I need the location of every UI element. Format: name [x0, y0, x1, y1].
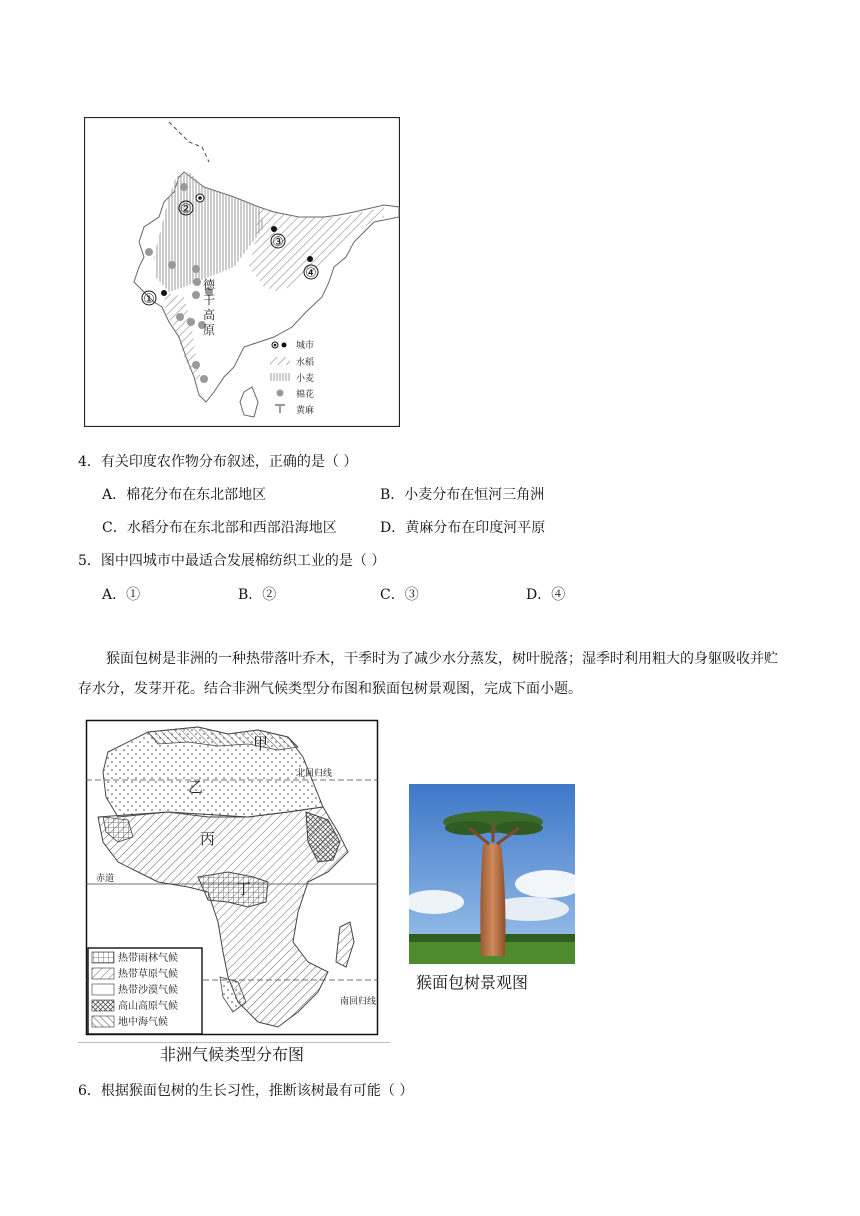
- legend-wheat: 小麦: [296, 374, 315, 384]
- svg-text:德: 德: [202, 278, 216, 292]
- legend-rainforest: 热带雨林气候: [118, 953, 178, 964]
- india-map-svg: [84, 117, 400, 427]
- africa-map-svg: [78, 712, 392, 1044]
- q5-option-c[interactable]: C．③: [380, 587, 419, 603]
- legend-cotton: 棉花: [296, 390, 315, 400]
- q4-option-c[interactable]: C．水稻分布在东北部和西部沿海地区: [102, 520, 337, 536]
- q5-option-b[interactable]: B．②: [238, 587, 277, 603]
- marker-4: ④: [305, 266, 317, 281]
- marker-3: ③: [272, 235, 284, 250]
- legend-mediterranean: 地中海气候: [118, 1017, 168, 1028]
- label-jia: 甲: [253, 734, 269, 752]
- africa-climate-map: [78, 712, 392, 1044]
- label-equator: 赤道: [96, 874, 115, 884]
- svg-text:高: 高: [202, 308, 216, 322]
- legend-jute: 黄麻: [296, 406, 315, 416]
- label-tropic-south: 南回归线: [340, 997, 377, 1007]
- q4-option-d[interactable]: D．黄麻分布在印度河平原: [380, 520, 546, 536]
- question-4-stem: 4．有关印度农作物分布叙述，正确的是（ ）: [78, 454, 358, 470]
- question-6-stem: 6．根据猴面包树的生长习性，推断该树最有可能（ ）: [78, 1083, 414, 1099]
- baobab-photo-svg: [409, 784, 575, 964]
- india-agriculture-map: [84, 117, 400, 427]
- marker-1: ①: [143, 292, 155, 307]
- legend-desert: 热带沙漠气候: [118, 985, 178, 996]
- svg-text:干: 干: [202, 293, 216, 307]
- africa-map-caption: 非洲气候类型分布图: [160, 1045, 305, 1064]
- marker-2: ②: [180, 202, 192, 217]
- africa-legend: [92, 951, 178, 1028]
- legend-rice: 水稻: [296, 358, 315, 368]
- q5-option-d[interactable]: D．④: [526, 587, 566, 603]
- label-bing: 丙: [200, 830, 216, 848]
- q4-option-b[interactable]: B．小麦分布在恒河三角洲: [380, 487, 545, 503]
- baobab-photo: [409, 784, 575, 964]
- legend-highland: 高山高原气候: [118, 1001, 178, 1012]
- label-ding: 丁: [236, 880, 252, 898]
- baobab-photo-caption: 猴面包树景观图: [416, 973, 529, 992]
- svg-text:原: 原: [202, 323, 216, 337]
- plateau-label: [203, 278, 216, 337]
- label-yi: 乙: [188, 778, 204, 796]
- legend-savanna: 热带草原气候: [118, 969, 178, 980]
- baobab-passage: 猴面包树是非洲的一种热带落叶乔木，干季时为了减少水分蒸发，树叶脱落；湿季时利用粗大的身躯吸收并贮存水分，发芽开花。结合非洲气候类型分布图和猴面包树景观图，完成下面小题。: [78, 651, 778, 697]
- label-tropic-north: 北回归线: [296, 769, 333, 779]
- legend-city: 城市: [296, 341, 315, 351]
- q4-option-a[interactable]: A．棉花分布在东北部地区: [102, 487, 267, 503]
- question-5-stem: 5．图中四城市中最适合发展棉纺织工业的是（ ）: [78, 553, 386, 569]
- q5-option-a[interactable]: A．①: [102, 587, 141, 603]
